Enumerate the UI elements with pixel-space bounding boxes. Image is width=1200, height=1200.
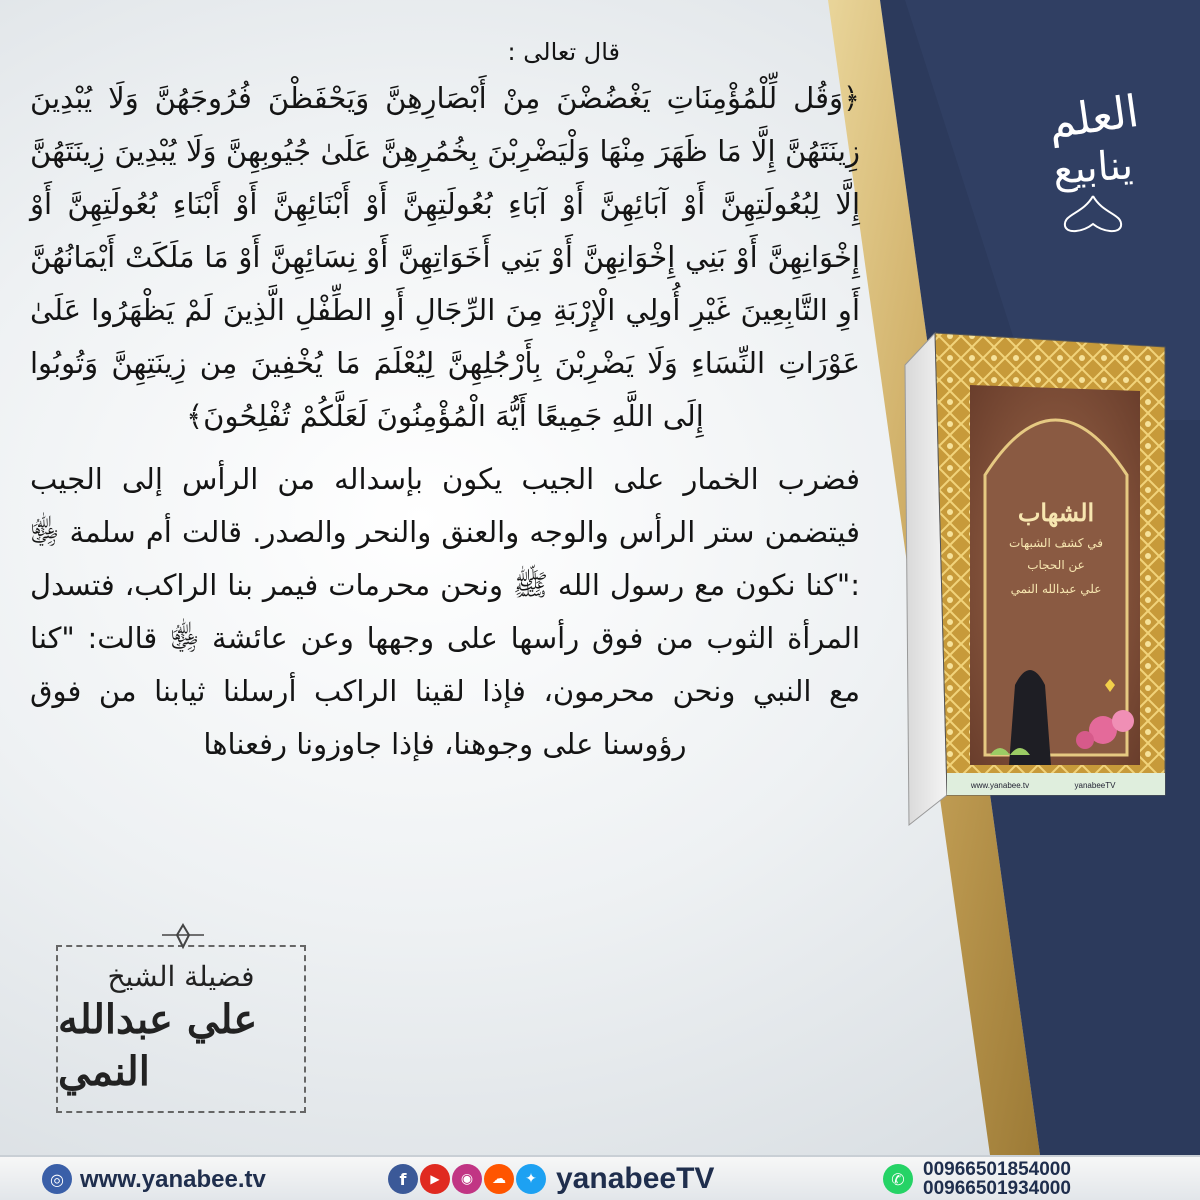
ornament-icon: [158, 921, 208, 951]
signature-box: [56, 945, 306, 1113]
logo-text-bottom: ينابيع: [1051, 142, 1135, 194]
book-subtitle-2: عن الحجاب: [1027, 558, 1085, 572]
footer-bar: [0, 1155, 1200, 1200]
signature-title: فضيلة الشيخ: [107, 960, 255, 994]
main-text-column: [20, 38, 870, 771]
book-author: علي عبدالله النمي: [1010, 582, 1102, 596]
flower-icon: [1076, 731, 1094, 749]
phone-number-1[interactable]: 00966501854000: [923, 1159, 1071, 1180]
brand-logo: [1018, 70, 1168, 260]
youtube-icon[interactable]: ▶: [420, 1164, 450, 1194]
instagram-icon[interactable]: ◉: [452, 1164, 482, 1194]
book-title: الشهاب: [1017, 498, 1095, 527]
flower-icon: [1112, 710, 1134, 732]
whatsapp-icon[interactable]: ✆: [883, 1164, 913, 1194]
signature-name: علي عبدالله النمي: [58, 995, 258, 1095]
globe-icon: ◎: [42, 1164, 72, 1194]
book-cover-image: [895, 325, 1175, 835]
commentary-text: فضرب الخمار على الجيب يكون بإسداله من الرأس إلى الجيب فيتضمن ستر الرأس والوجه والعنق والنحر والصدر. قالت أم سلمة ﵂ :"كنا نكون مع رسول الله ﷺ ونحن محرمات فيمر بنا الراكب، فتسدل المرأة الثوب من فوق رأسها على وجهها وعن عائشة ﵂ قالت: "كنا مع النبي ونحن محرمون، فإذا لقينا الراكب أرسلنا ثيابنا من فوق رؤوسنا على وجوهنا، فإذا جاوزونا رفعناها: [30, 462, 860, 761]
footer-phones: [923, 1160, 1071, 1198]
logo-text-top: العلم: [1044, 85, 1142, 150]
verse-intro: قال تعالى :: [507, 38, 620, 66]
book-footer-url: www.yanabee.tv: [970, 781, 1030, 790]
soundcloud-icon[interactable]: ☁: [484, 1164, 514, 1194]
twitter-icon[interactable]: ✦: [516, 1164, 546, 1194]
quran-verse: ﴿وَقُل لِّلْمُؤْمِنَاتِ يَغْضُضْنَ مِنْ أَبْصَارِهِنَّ وَيَحْفَظْنَ فُرُوجَهُنَّ وَلَا يُبْدِينَ زِينَتَهُنَّ إِلَّا مَا ظَهَرَ مِنْهَا وَلْيَضْرِبْنَ بِخُمُرِهِنَّ عَلَىٰ جُيُوبِهِنَّ وَلَا يُبْدِينَ زِينَتَهُنَّ إِلَّا لِبُعُولَتِهِنَّ أَوْ آبَائِهِنَّ أَوْ آبَاءِ بُعُولَتِهِنَّ أَوْ أَبْنَائِهِنَّ أَوْ أَبْنَاءِ بُعُولَتِهِنَّ أَوْ إِخْوَانِهِنَّ أَوْ بَنِي إِخْوَانِهِنَّ أَوْ بَنِي أَخَوَاتِهِنَّ أَوْ نِسَائِهِنَّ أَوْ مَا مَلَكَتْ أَيْمَانُهُنَّ أَوِ التَّابِعِينَ غَيْرِ أُولِي الْإِرْبَةِ مِنَ الرِّجَالِ أَوِ الطِّفْلِ الَّذِينَ لَمْ يَظْهَرُوا عَلَىٰ عَوْرَاتِ النِّسَاءِ وَلَا يَضْرِبْنَ بِأَرْجُلِهِنَّ لِيُعْلَمَ مَا يُخْفِينَ مِن زِينَتِهِنَّ وَتُوبُوا إِلَى اللَّهِ جَمِيعًا أَيُّهَ الْمُؤْمِنُونَ لَعَلَّكُمْ تُفْلِحُونَ﴾: [30, 81, 860, 433]
logo-swirl-icon: [1053, 194, 1133, 234]
footer-website[interactable]: www.yanabee.tv: [80, 1166, 266, 1193]
book-illustration: [895, 325, 1175, 835]
footer-handle[interactable]: yanabeeTV: [556, 1162, 715, 1195]
book-footer-handle: yanabeeTV: [1074, 781, 1116, 790]
phone-number-2[interactable]: 00966501934000: [923, 1178, 1071, 1199]
book-subtitle-1: في كشف الشبهات: [1008, 536, 1104, 550]
facebook-icon[interactable]: f: [388, 1164, 418, 1194]
